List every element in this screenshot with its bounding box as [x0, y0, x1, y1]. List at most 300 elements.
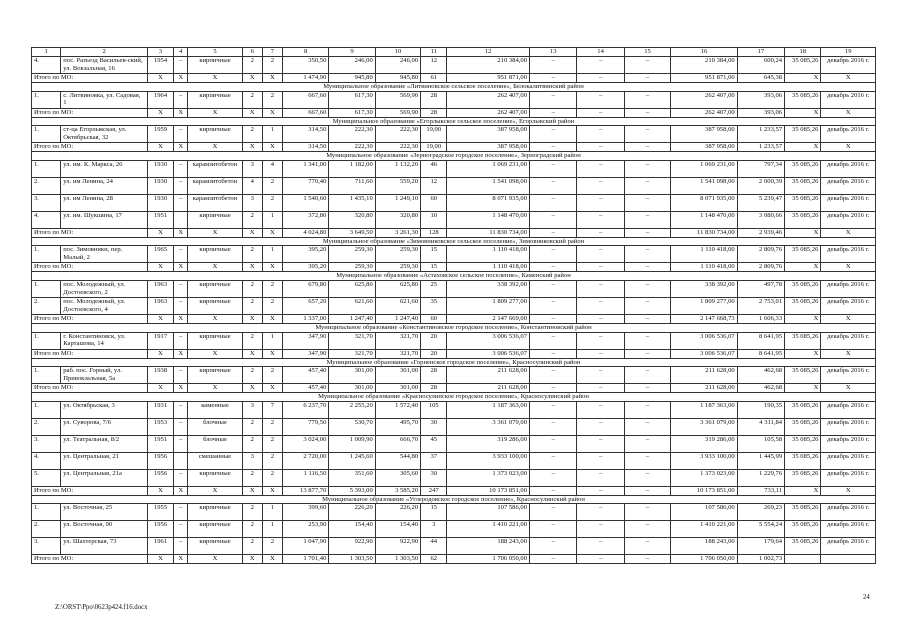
column-number-cell: 19 — [821, 48, 876, 57]
building-cell: – — [174, 418, 188, 435]
total-cell: – — [530, 349, 577, 358]
building-row — [32, 418, 876, 435]
building-cell: – — [624, 126, 670, 143]
total-cell: – — [624, 555, 670, 564]
municipality-title: Муниципальное образование «Литвиновское сельское поселение», Белокалитвинский район — [32, 83, 876, 92]
building-cell: кирпичные — [188, 297, 242, 314]
building-cell: – — [174, 504, 188, 521]
building-cell: – — [624, 521, 670, 538]
column-number-cell: 11 — [421, 48, 447, 57]
total-cell: 1 002,73 — [737, 555, 784, 564]
building-cell: – — [530, 469, 577, 486]
building-cell: 30 — [421, 418, 447, 435]
building-cell: 3. — [32, 538, 61, 555]
total-cell: X — [147, 263, 173, 272]
municipality-total-row — [32, 108, 876, 117]
total-cell: 1 701,40 — [283, 555, 329, 564]
building-cell: 262 407,00 — [671, 91, 738, 108]
total-cell: – — [530, 74, 577, 83]
total-cell: X — [188, 263, 242, 272]
building-row — [32, 57, 876, 74]
total-cell: X — [174, 143, 188, 152]
building-cell: 10 — [421, 211, 447, 228]
building-cell: 1938 — [147, 367, 173, 384]
building-cell: 60 — [421, 194, 447, 211]
total-cell: X — [174, 74, 188, 83]
building-cell: 617,30 — [329, 91, 375, 108]
total-cell: X — [262, 263, 282, 272]
building-cell: 1 249,10 — [375, 194, 420, 211]
building-cell: 190,35 — [737, 401, 784, 418]
total-cell: 20 — [421, 349, 447, 358]
building-cell: 1 187 363,00 — [447, 401, 530, 418]
building-cell: 226,20 — [329, 504, 375, 521]
building-cell: 4 311,84 — [737, 418, 784, 435]
total-cell: X — [821, 384, 876, 393]
building-cell: 2 255,20 — [329, 401, 375, 418]
building-cell: 1 116,50 — [283, 469, 329, 486]
building-cell: 28 — [421, 91, 447, 108]
building-cell: 387 958,00 — [447, 126, 530, 143]
total-cell: 321,70 — [329, 349, 375, 358]
building-cell: 35 085,26 — [785, 246, 821, 263]
building-cell: 35 085,26 — [785, 538, 821, 555]
total-cell: 1 303,50 — [329, 555, 375, 564]
total-cell: X — [188, 143, 242, 152]
total-cell: X — [242, 228, 262, 237]
building-cell: 4 — [242, 177, 262, 194]
building-cell: 211 628,00 — [447, 367, 530, 384]
total-cell: – — [624, 143, 670, 152]
building-cell: 797,34 — [737, 160, 784, 177]
total-cell: 62 — [421, 555, 447, 564]
municipality-section-row — [32, 237, 876, 246]
building-cell: декабрь 2016 г. — [821, 435, 876, 452]
building-cell: декабрь 2016 г. — [821, 538, 876, 555]
total-cell: 5 393,00 — [329, 486, 375, 495]
building-cell: 1 341,00 — [283, 160, 329, 177]
total-label-cell: Итого по МО: — [32, 384, 148, 393]
total-cell: X — [174, 228, 188, 237]
building-cell: кирпичные — [188, 469, 242, 486]
building-cell: – — [577, 297, 624, 314]
building-cell: – — [577, 538, 624, 555]
municipality-total-row — [32, 384, 876, 393]
total-cell: 347,90 — [283, 349, 329, 358]
building-cell: декабрь 2016 г. — [821, 177, 876, 194]
building-cell: 1 009,90 — [329, 435, 375, 452]
building-cell: 1 047,90 — [283, 538, 329, 555]
total-cell: 2 147 669,00 — [447, 314, 530, 323]
total-cell: – — [530, 384, 577, 393]
total-cell: X — [242, 349, 262, 358]
total-cell: X — [242, 384, 262, 393]
building-cell: 1. — [32, 401, 61, 418]
municipality-section-row — [32, 323, 876, 332]
total-cell: 15 — [421, 263, 447, 272]
municipality-section-row — [32, 393, 876, 402]
building-cell: 495,70 — [375, 418, 420, 435]
building-cell: 35 085,26 — [785, 401, 821, 418]
building-cell: – — [530, 126, 577, 143]
building-cell: 2 — [242, 521, 262, 538]
total-label-cell: Итого по МО: — [32, 349, 148, 358]
total-cell: – — [577, 349, 624, 358]
building-cell: 1. — [32, 280, 61, 297]
building-cell: 393,06 — [737, 91, 784, 108]
building-cell: 679,80 — [283, 280, 329, 297]
building-cell: декабрь 2016 г. — [821, 126, 876, 143]
building-row — [32, 521, 876, 538]
building-cell: блочные — [188, 418, 242, 435]
building-cell: 1955 — [147, 504, 173, 521]
total-cell: 1 110 418,00 — [447, 263, 530, 272]
building-cell: – — [530, 435, 577, 452]
building-cell: 1 572,40 — [375, 401, 420, 418]
building-cell: 1931 — [147, 401, 173, 418]
building-cell: – — [174, 280, 188, 297]
municipality-title: Муниципальное образование «Горненское городское поселение», Красносулинский район — [32, 358, 876, 367]
building-cell: декабрь 2016 г. — [821, 91, 876, 108]
total-cell — [785, 555, 821, 564]
address-cell: с. Литвиновка, ул. Садовая, 1 — [61, 91, 148, 108]
building-cell: – — [624, 177, 670, 194]
total-cell: X — [242, 314, 262, 323]
address-cell: ул. Театральная, 8/2 — [61, 435, 148, 452]
total-cell: – — [624, 108, 670, 117]
building-cell: кирпичные — [188, 538, 242, 555]
address-cell: ул. Восточная, 90 — [61, 521, 148, 538]
municipality-total-row — [32, 486, 876, 495]
building-row — [32, 280, 876, 297]
municipality-total-row — [32, 349, 876, 358]
building-cell: 1951 — [147, 435, 173, 452]
total-cell: 1 247,40 — [375, 314, 420, 323]
building-cell: 319 286,00 — [447, 435, 530, 452]
building-cell: 35 085,26 — [785, 280, 821, 297]
total-cell: – — [624, 74, 670, 83]
building-cell: 621,60 — [375, 297, 420, 314]
building-cell: 321,70 — [375, 332, 420, 349]
building-cell: кирпичные — [188, 521, 242, 538]
address-cell: г. Константиновск, ул. Карташова, 14 — [61, 332, 148, 349]
total-label-cell: Итого по МО: — [32, 486, 148, 495]
building-cell: 8 071 935,00 — [671, 194, 738, 211]
building-cell: 1 148 470,00 — [447, 211, 530, 228]
address-cell: ул. Восточная, 25 — [61, 504, 148, 521]
total-cell: X — [262, 314, 282, 323]
total-cell: X — [821, 314, 876, 323]
building-cell: 2 — [242, 367, 262, 384]
total-cell: – — [530, 263, 577, 272]
building-cell: 2 — [242, 57, 262, 74]
total-cell: – — [530, 108, 577, 117]
building-cell: декабрь 2016 г. — [821, 160, 876, 177]
total-cell: 945,80 — [375, 74, 420, 83]
building-cell: 1 182,00 — [329, 160, 375, 177]
building-cell: 46 — [421, 160, 447, 177]
total-cell: X — [188, 555, 242, 564]
total-cell: 1 474,90 — [283, 74, 329, 83]
building-cell: 1 373 023,00 — [447, 469, 530, 486]
total-cell: – — [577, 228, 624, 237]
address-cell: пос. Молодежный, ул. Достоевского, 4 — [61, 297, 148, 314]
total-cell: – — [577, 314, 624, 323]
total-label-cell: Итого по МО: — [32, 108, 148, 117]
building-cell: – — [577, 521, 624, 538]
building-cell: декабрь 2016 г. — [821, 504, 876, 521]
total-cell: X — [785, 384, 821, 393]
building-cell: 320,80 — [375, 211, 420, 228]
building-cell: 3. — [32, 194, 61, 211]
building-cell: 2 720,00 — [283, 452, 329, 469]
building-cell: 3 — [242, 160, 262, 177]
building-cell: 30 — [421, 469, 447, 486]
address-cell: ул. им. К. Маркса, 26 — [61, 160, 148, 177]
building-cell: 35 085,26 — [785, 504, 821, 521]
building-cell: 3 933 100,00 — [671, 452, 738, 469]
municipality-total-row — [32, 314, 876, 323]
total-cell: 1 706 050,00 — [671, 555, 738, 564]
total-cell: – — [577, 108, 624, 117]
total-cell: 1 233,57 — [737, 143, 784, 152]
building-cell: 338 392,00 — [447, 280, 530, 297]
building-cell — [174, 452, 188, 469]
total-cell: X — [821, 143, 876, 152]
building-cell: 3 006 536,07 — [447, 332, 530, 349]
building-cell: кирпичные — [188, 91, 242, 108]
building-cell: 372,80 — [283, 211, 329, 228]
column-number-cell: 2 — [61, 48, 148, 57]
building-cell: 2 — [262, 418, 282, 435]
building-cell: 625,80 — [375, 280, 420, 297]
building-cell: 222,30 — [329, 126, 375, 143]
building-cell: 5. — [32, 469, 61, 486]
building-cell: 1. — [32, 126, 61, 143]
total-cell: X — [147, 384, 173, 393]
total-cell: – — [530, 555, 577, 564]
column-number-cell: 8 — [283, 48, 329, 57]
building-cell: – — [624, 160, 670, 177]
building-cell: 625,80 — [329, 280, 375, 297]
municipality-title: Муниципальное образование «Егорлыкское сельское поселение», Егорлыкский район — [32, 117, 876, 126]
total-cell: 1 303,50 — [375, 555, 420, 564]
building-cell: 1951 — [147, 211, 173, 228]
building-cell: 188 243,00 — [447, 538, 530, 555]
building-cell: 25 — [421, 280, 447, 297]
building-cell: 105,58 — [737, 435, 784, 452]
building-cell: 2. — [32, 521, 61, 538]
total-cell: X — [174, 555, 188, 564]
total-cell: 617,30 — [329, 108, 375, 117]
building-cell: – — [174, 538, 188, 555]
building-cell: 8 071 935,00 — [447, 194, 530, 211]
building-cell: 1917 — [147, 332, 173, 349]
building-cell: 35 085,26 — [785, 126, 821, 143]
building-cell: 1 541 098,00 — [447, 177, 530, 194]
building-cell: – — [624, 91, 670, 108]
building-cell: 2 — [242, 435, 262, 452]
building-cell: 922,90 — [375, 538, 420, 555]
building-cell: 600,24 — [737, 57, 784, 74]
building-cell: – — [174, 160, 188, 177]
building-cell: 3 — [242, 401, 262, 418]
building-cell: 2 — [242, 126, 262, 143]
building-cell: 1 110 418,00 — [447, 246, 530, 263]
total-cell: – — [577, 555, 624, 564]
document-file-path: Z:\ORST\Ppo\0623p424.f16.docx — [55, 604, 148, 611]
total-label-cell: Итого по МО: — [32, 228, 148, 237]
total-cell: X — [785, 349, 821, 358]
building-cell: 35 085,26 — [785, 435, 821, 452]
building-cell: 667,60 — [283, 91, 329, 108]
total-cell: – — [530, 228, 577, 237]
total-label-cell: Итого по МО: — [32, 263, 148, 272]
building-cell: кирпичные — [188, 367, 242, 384]
total-cell: 667,60 — [283, 108, 329, 117]
building-cell: 262 407,00 — [447, 91, 530, 108]
total-cell: 1 247,40 — [329, 314, 375, 323]
column-number-cell: 14 — [577, 48, 624, 57]
total-cell: – — [624, 228, 670, 237]
building-cell: 544,80 — [375, 452, 420, 469]
building-cell: – — [577, 367, 624, 384]
column-number-header-row — [32, 48, 876, 57]
total-cell: 314,50 — [283, 143, 329, 152]
municipality-section-row — [32, 117, 876, 126]
building-cell: 1963 — [147, 280, 173, 297]
total-cell: – — [624, 384, 670, 393]
building-cell: 1 148 470,00 — [671, 211, 738, 228]
total-cell: X — [785, 486, 821, 495]
total-cell: 28 — [421, 384, 447, 393]
total-cell: X — [174, 486, 188, 495]
building-cell: 35 085,26 — [785, 469, 821, 486]
building-cell: 657,20 — [283, 297, 329, 314]
total-cell: X — [188, 228, 242, 237]
address-cell: ст-ца Егорлыкская, ул. Октябрьская, 32 — [61, 126, 148, 143]
total-cell: 733,11 — [737, 486, 784, 495]
column-number-cell: 16 — [671, 48, 738, 57]
building-cell: – — [530, 91, 577, 108]
building-cell: 497,78 — [737, 280, 784, 297]
building-cell: 530,70 — [329, 418, 375, 435]
municipality-title: Муниципальное образование «Зимовниковское сельское поселение», Зимовниковский район — [32, 237, 876, 246]
total-cell: 222,30 — [375, 143, 420, 152]
building-cell: 226,20 — [375, 504, 420, 521]
building-cell: 319 286,00 — [671, 435, 738, 452]
building-cell: 12 — [421, 177, 447, 194]
total-cell: 128 — [421, 228, 447, 237]
building-cell: 3 080,66 — [737, 211, 784, 228]
building-cell: – — [174, 435, 188, 452]
building-cell: 559,20 — [375, 177, 420, 194]
building-cell: 350,50 — [283, 57, 329, 74]
total-cell: 11 830 734,00 — [447, 228, 530, 237]
building-cell: 1930 — [147, 194, 173, 211]
building-cell: 1 373 023,00 — [671, 469, 738, 486]
building-cell: 621,60 — [329, 297, 375, 314]
building-cell: 1. — [32, 160, 61, 177]
building-cell: – — [530, 401, 577, 418]
building-cell: 6 237,70 — [283, 401, 329, 418]
building-cell: 1. — [32, 367, 61, 384]
total-cell: 1 110 418,00 — [671, 263, 738, 272]
building-cell: 259,30 — [329, 246, 375, 263]
building-cell: – — [624, 538, 670, 555]
total-cell: 28 — [421, 108, 447, 117]
building-cell: – — [530, 418, 577, 435]
building-cell: блочные — [188, 435, 242, 452]
total-cell: 457,40 — [283, 384, 329, 393]
building-cell: 1. — [32, 504, 61, 521]
building-cell: 770,40 — [283, 177, 329, 194]
total-cell: X — [262, 349, 282, 358]
column-number-cell: 6 — [242, 48, 262, 57]
building-row — [32, 160, 876, 177]
municipality-total-row — [32, 228, 876, 237]
building-row — [32, 401, 876, 418]
building-cell: декабрь 2016 г. — [821, 332, 876, 349]
building-cell: 1 132,20 — [375, 160, 420, 177]
building-cell: 395,20 — [283, 246, 329, 263]
building-cell: карамзитобетон — [188, 160, 242, 177]
building-cell: декабрь 2016 г. — [821, 57, 876, 74]
building-cell: 1956 — [147, 521, 173, 538]
building-cell: 3 — [421, 521, 447, 538]
building-cell: 2 — [262, 194, 282, 211]
building-cell: 2 753,01 — [737, 297, 784, 314]
total-cell: X — [188, 486, 242, 495]
municipality-section-row — [32, 152, 876, 161]
total-cell: 945,80 — [329, 74, 375, 83]
building-cell: 1 — [262, 246, 282, 263]
municipality-total-row — [32, 555, 876, 564]
total-cell: X — [262, 384, 282, 393]
building-cell: 107 586,00 — [447, 504, 530, 521]
building-cell: – — [530, 521, 577, 538]
building-cell: декабрь 2016 г. — [821, 194, 876, 211]
total-cell: X — [785, 143, 821, 152]
building-cell: кирпичные — [188, 211, 242, 228]
column-number-cell: 1 — [32, 48, 61, 57]
building-cell: 2 — [242, 504, 262, 521]
building-cell: 2 — [242, 469, 262, 486]
building-cell: – — [530, 297, 577, 314]
total-cell: X — [821, 349, 876, 358]
building-cell: 45 — [421, 435, 447, 452]
building-cell: 35 085,26 — [785, 57, 821, 74]
building-cell: 666,70 — [375, 435, 420, 452]
total-cell: X — [242, 74, 262, 83]
page-number: 24 — [863, 594, 870, 601]
building-cell: 5 239,47 — [737, 194, 784, 211]
building-cell: – — [530, 177, 577, 194]
building-cell: 2 — [262, 177, 282, 194]
building-cell: – — [174, 177, 188, 194]
building-cell: 1956 — [147, 452, 173, 469]
building-cell: 301,00 — [329, 367, 375, 384]
building-cell: кирпичные — [188, 332, 242, 349]
building-cell: 20 — [421, 332, 447, 349]
building-cell: – — [530, 246, 577, 263]
total-cell: – — [577, 143, 624, 152]
building-cell: 12 — [421, 57, 447, 74]
column-number-cell: 7 — [262, 48, 282, 57]
total-cell: X — [147, 143, 173, 152]
building-cell: 1954 — [147, 57, 173, 74]
address-cell: ул. им Ленина, 24 — [61, 177, 148, 194]
